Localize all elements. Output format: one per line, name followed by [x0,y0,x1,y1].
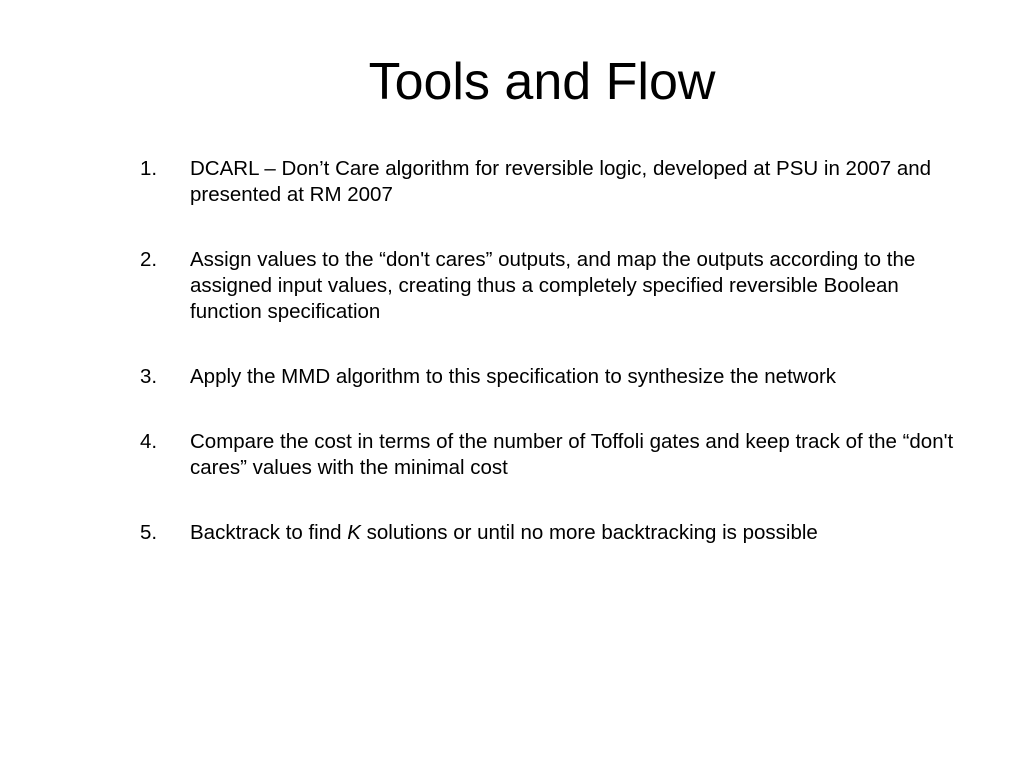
list-item-number: 3. [140,365,158,388]
list-item-number: 5. [140,521,158,544]
list-item-number: 2. [140,248,158,271]
list-item [136,156,966,208]
list-item-text-after: solutions or until no more backtracking is possible [360,521,818,544]
list-item-text [190,520,966,546]
list-item-text: Apply the MMD algorithm to this specification to synthesize the network [190,365,837,388]
list-item-text: Compare the cost in terms of the number of Toffoli gates and keep track of the “don't cares” values with the minimal cost [190,430,954,479]
list-item-number: 4. [140,430,158,453]
list-item-text: Assign values to the “don't cares” outputs, and map the outputs according to the assigned input values, creating thus a completely specified reversible Boolean function specification [190,248,916,323]
list-item [136,247,966,325]
list-item-text: DCARL – Don’t Care algorithm for reversible logic, developed at PSU in 2007 and presented at RM 2007 [190,157,932,206]
list-item-text-before: Backtrack to find [190,521,348,544]
list-item [136,364,966,390]
variable-k: K [347,521,361,544]
list-item-number: 1. [140,157,158,180]
numbered-list [136,156,966,585]
slide-title: Tools and Flow [368,53,716,111]
list-item [136,429,966,481]
list-item [136,520,966,546]
